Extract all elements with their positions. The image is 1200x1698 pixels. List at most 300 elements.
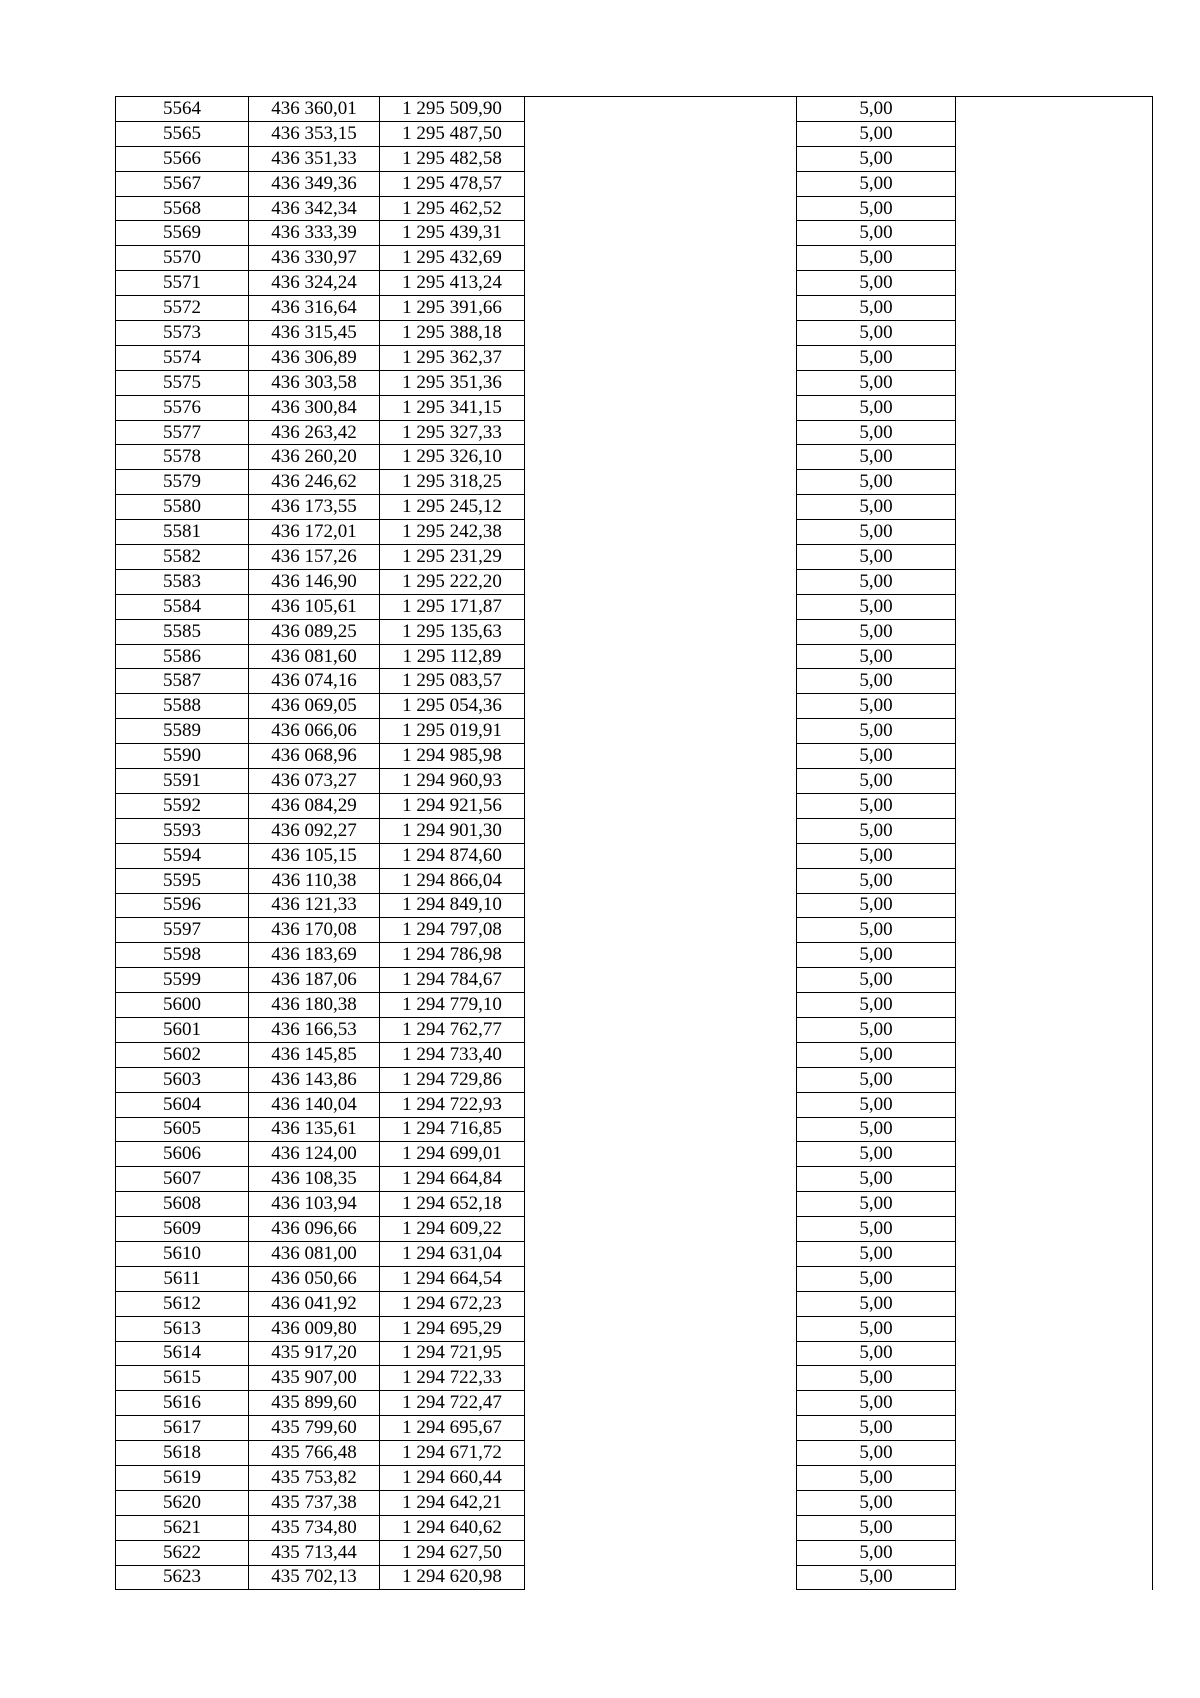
empty-cell bbox=[525, 296, 797, 321]
point-number-cell: 5594 bbox=[116, 843, 249, 868]
table-row bbox=[116, 569, 1153, 594]
value-cell: 5,00 bbox=[797, 1316, 956, 1341]
y-coordinate-cell: 1 295 135,63 bbox=[380, 619, 525, 644]
point-number-cell: 5580 bbox=[116, 495, 249, 520]
point-number-cell: 5601 bbox=[116, 1017, 249, 1042]
note-cell bbox=[956, 719, 1153, 744]
value-cell: 5,00 bbox=[797, 1192, 956, 1217]
note-cell bbox=[956, 1192, 1153, 1217]
x-coordinate-cell: 436 351,33 bbox=[249, 146, 380, 171]
table-row bbox=[116, 1540, 1153, 1565]
point-number-cell: 5609 bbox=[116, 1217, 249, 1242]
point-number-cell: 5611 bbox=[116, 1266, 249, 1291]
value-cell: 5,00 bbox=[797, 744, 956, 769]
y-coordinate-cell: 1 295 432,69 bbox=[380, 246, 525, 271]
empty-cell bbox=[525, 1167, 797, 1192]
table-row bbox=[116, 345, 1153, 370]
y-coordinate-cell: 1 295 413,24 bbox=[380, 271, 525, 296]
note-cell bbox=[956, 420, 1153, 445]
x-coordinate-cell: 436 330,97 bbox=[249, 246, 380, 271]
note-cell bbox=[956, 694, 1153, 719]
y-coordinate-cell: 1 295 388,18 bbox=[380, 321, 525, 346]
table-row bbox=[116, 943, 1153, 968]
value-cell: 5,00 bbox=[797, 196, 956, 221]
note-cell bbox=[956, 1515, 1153, 1540]
y-coordinate-cell: 1 295 341,15 bbox=[380, 395, 525, 420]
point-number-cell: 5572 bbox=[116, 296, 249, 321]
x-coordinate-cell: 436 324,24 bbox=[249, 271, 380, 296]
empty-cell bbox=[525, 420, 797, 445]
point-number-cell: 5575 bbox=[116, 370, 249, 395]
table-row bbox=[116, 1316, 1153, 1341]
empty-cell bbox=[525, 843, 797, 868]
table-row bbox=[116, 1017, 1153, 1042]
x-coordinate-cell: 435 907,00 bbox=[249, 1366, 380, 1391]
point-number-cell: 5579 bbox=[116, 470, 249, 495]
table-row bbox=[116, 1465, 1153, 1490]
x-coordinate-cell: 436 353,15 bbox=[249, 121, 380, 146]
y-coordinate-cell: 1 295 362,37 bbox=[380, 345, 525, 370]
x-coordinate-cell: 436 172,01 bbox=[249, 520, 380, 545]
y-coordinate-cell: 1 295 326,10 bbox=[380, 445, 525, 470]
value-cell: 5,00 bbox=[797, 619, 956, 644]
value-cell: 5,00 bbox=[797, 719, 956, 744]
point-number-cell: 5603 bbox=[116, 1067, 249, 1092]
point-number-cell: 5610 bbox=[116, 1241, 249, 1266]
empty-cell bbox=[525, 619, 797, 644]
value-cell: 5,00 bbox=[797, 445, 956, 470]
x-coordinate-cell: 436 246,62 bbox=[249, 470, 380, 495]
point-number-cell: 5565 bbox=[116, 121, 249, 146]
point-number-cell: 5566 bbox=[116, 146, 249, 171]
point-number-cell: 5589 bbox=[116, 719, 249, 744]
empty-cell bbox=[525, 1142, 797, 1167]
x-coordinate-cell: 436 306,89 bbox=[249, 345, 380, 370]
value-cell: 5,00 bbox=[797, 1017, 956, 1042]
value-cell: 5,00 bbox=[797, 345, 956, 370]
empty-cell bbox=[525, 146, 797, 171]
y-coordinate-cell: 1 294 797,08 bbox=[380, 918, 525, 943]
empty-cell bbox=[525, 1515, 797, 1540]
empty-cell bbox=[525, 669, 797, 694]
table-row bbox=[116, 918, 1153, 943]
empty-cell bbox=[525, 1341, 797, 1366]
point-number-cell: 5586 bbox=[116, 644, 249, 669]
value-cell: 5,00 bbox=[797, 1217, 956, 1242]
value-cell: 5,00 bbox=[797, 644, 956, 669]
empty-cell bbox=[525, 121, 797, 146]
empty-cell bbox=[525, 1441, 797, 1466]
empty-cell bbox=[525, 644, 797, 669]
note-cell bbox=[956, 868, 1153, 893]
table-row bbox=[116, 146, 1153, 171]
table-row bbox=[116, 893, 1153, 918]
empty-cell bbox=[525, 1017, 797, 1042]
point-number-cell: 5623 bbox=[116, 1565, 249, 1590]
empty-cell bbox=[525, 470, 797, 495]
table-row bbox=[116, 1366, 1153, 1391]
empty-cell bbox=[525, 793, 797, 818]
note-cell bbox=[956, 1217, 1153, 1242]
table-body bbox=[116, 97, 1153, 1590]
value-cell: 5,00 bbox=[797, 1291, 956, 1316]
value-cell: 5,00 bbox=[797, 1142, 956, 1167]
note-cell bbox=[956, 569, 1153, 594]
x-coordinate-cell: 436 041,92 bbox=[249, 1291, 380, 1316]
y-coordinate-cell: 1 294 722,47 bbox=[380, 1391, 525, 1416]
value-cell: 5,00 bbox=[797, 818, 956, 843]
value-cell: 5,00 bbox=[797, 1540, 956, 1565]
table-row bbox=[116, 395, 1153, 420]
x-coordinate-cell: 436 050,66 bbox=[249, 1266, 380, 1291]
table-row bbox=[116, 594, 1153, 619]
note-cell bbox=[956, 1042, 1153, 1067]
x-coordinate-cell: 436 180,38 bbox=[249, 993, 380, 1018]
note-cell bbox=[956, 893, 1153, 918]
point-number-cell: 5587 bbox=[116, 669, 249, 694]
point-number-cell: 5621 bbox=[116, 1515, 249, 1540]
value-cell: 5,00 bbox=[797, 1341, 956, 1366]
point-number-cell: 5574 bbox=[116, 345, 249, 370]
empty-cell bbox=[525, 246, 797, 271]
value-cell: 5,00 bbox=[797, 470, 956, 495]
x-coordinate-cell: 436 084,29 bbox=[249, 793, 380, 818]
point-number-cell: 5593 bbox=[116, 818, 249, 843]
y-coordinate-cell: 1 294 786,98 bbox=[380, 943, 525, 968]
y-coordinate-cell: 1 294 921,56 bbox=[380, 793, 525, 818]
x-coordinate-cell: 436 187,06 bbox=[249, 968, 380, 993]
x-coordinate-cell: 436 081,60 bbox=[249, 644, 380, 669]
y-coordinate-cell: 1 294 652,18 bbox=[380, 1192, 525, 1217]
point-number-cell: 5617 bbox=[116, 1416, 249, 1441]
y-coordinate-cell: 1 294 960,93 bbox=[380, 769, 525, 794]
table-row bbox=[116, 1217, 1153, 1242]
table-row bbox=[116, 744, 1153, 769]
x-coordinate-cell: 436 146,90 bbox=[249, 569, 380, 594]
note-cell bbox=[956, 1167, 1153, 1192]
y-coordinate-cell: 1 294 609,22 bbox=[380, 1217, 525, 1242]
note-cell bbox=[956, 321, 1153, 346]
value-cell: 5,00 bbox=[797, 246, 956, 271]
value-cell: 5,00 bbox=[797, 1266, 956, 1291]
note-cell bbox=[956, 769, 1153, 794]
point-number-cell: 5619 bbox=[116, 1465, 249, 1490]
note-cell bbox=[956, 943, 1153, 968]
note-cell bbox=[956, 1266, 1153, 1291]
y-coordinate-cell: 1 295 318,25 bbox=[380, 470, 525, 495]
y-coordinate-cell: 1 294 874,60 bbox=[380, 843, 525, 868]
empty-cell bbox=[525, 221, 797, 246]
x-coordinate-cell: 435 766,48 bbox=[249, 1441, 380, 1466]
value-cell: 5,00 bbox=[797, 271, 956, 296]
table-row bbox=[116, 246, 1153, 271]
point-number-cell: 5564 bbox=[116, 97, 249, 122]
y-coordinate-cell: 1 295 019,91 bbox=[380, 719, 525, 744]
empty-cell bbox=[525, 395, 797, 420]
point-number-cell: 5606 bbox=[116, 1142, 249, 1167]
table-row bbox=[116, 196, 1153, 221]
x-coordinate-cell: 436 081,00 bbox=[249, 1241, 380, 1266]
empty-cell bbox=[525, 370, 797, 395]
table-row bbox=[116, 793, 1153, 818]
empty-cell bbox=[525, 1291, 797, 1316]
x-coordinate-cell: 436 263,42 bbox=[249, 420, 380, 445]
x-coordinate-cell: 436 074,16 bbox=[249, 669, 380, 694]
note-cell bbox=[956, 1391, 1153, 1416]
x-coordinate-cell: 436 173,55 bbox=[249, 495, 380, 520]
empty-cell bbox=[525, 1241, 797, 1266]
note-cell bbox=[956, 1117, 1153, 1142]
note-cell bbox=[956, 470, 1153, 495]
y-coordinate-cell: 1 295 391,66 bbox=[380, 296, 525, 321]
y-coordinate-cell: 1 294 733,40 bbox=[380, 1042, 525, 1067]
x-coordinate-cell: 435 737,38 bbox=[249, 1490, 380, 1515]
y-coordinate-cell: 1 294 729,86 bbox=[380, 1067, 525, 1092]
note-cell bbox=[956, 196, 1153, 221]
empty-cell bbox=[525, 1391, 797, 1416]
empty-cell bbox=[525, 1042, 797, 1067]
y-coordinate-cell: 1 295 083,57 bbox=[380, 669, 525, 694]
point-number-cell: 5608 bbox=[116, 1192, 249, 1217]
value-cell: 5,00 bbox=[797, 296, 956, 321]
note-cell bbox=[956, 171, 1153, 196]
note-cell bbox=[956, 1316, 1153, 1341]
y-coordinate-cell: 1 294 664,54 bbox=[380, 1266, 525, 1291]
y-coordinate-cell: 1 295 351,36 bbox=[380, 370, 525, 395]
table-row bbox=[116, 1192, 1153, 1217]
empty-cell bbox=[525, 594, 797, 619]
table-row bbox=[116, 171, 1153, 196]
x-coordinate-cell: 436 066,06 bbox=[249, 719, 380, 744]
empty-cell bbox=[525, 1117, 797, 1142]
point-number-cell: 5612 bbox=[116, 1291, 249, 1316]
point-number-cell: 5614 bbox=[116, 1341, 249, 1366]
note-cell bbox=[956, 395, 1153, 420]
value-cell: 5,00 bbox=[797, 1490, 956, 1515]
empty-cell bbox=[525, 769, 797, 794]
note-cell bbox=[956, 1017, 1153, 1042]
point-number-cell: 5613 bbox=[116, 1316, 249, 1341]
y-coordinate-cell: 1 294 716,85 bbox=[380, 1117, 525, 1142]
point-number-cell: 5585 bbox=[116, 619, 249, 644]
table-row bbox=[116, 1142, 1153, 1167]
x-coordinate-cell: 436 089,25 bbox=[249, 619, 380, 644]
point-number-cell: 5595 bbox=[116, 868, 249, 893]
table-row bbox=[116, 97, 1153, 122]
value-cell: 5,00 bbox=[797, 1416, 956, 1441]
table-row bbox=[116, 1515, 1153, 1540]
x-coordinate-cell: 436 103,94 bbox=[249, 1192, 380, 1217]
value-cell: 5,00 bbox=[797, 97, 956, 122]
y-coordinate-cell: 1 294 695,67 bbox=[380, 1416, 525, 1441]
y-coordinate-cell: 1 294 695,29 bbox=[380, 1316, 525, 1341]
x-coordinate-cell: 436 157,26 bbox=[249, 545, 380, 570]
note-cell bbox=[956, 968, 1153, 993]
value-cell: 5,00 bbox=[797, 1465, 956, 1490]
value-cell: 5,00 bbox=[797, 1042, 956, 1067]
empty-cell bbox=[525, 868, 797, 893]
point-number-cell: 5605 bbox=[116, 1117, 249, 1142]
empty-cell bbox=[525, 968, 797, 993]
x-coordinate-cell: 436 342,34 bbox=[249, 196, 380, 221]
x-coordinate-cell: 436 303,58 bbox=[249, 370, 380, 395]
x-coordinate-cell: 436 092,27 bbox=[249, 818, 380, 843]
point-number-cell: 5591 bbox=[116, 769, 249, 794]
value-cell: 5,00 bbox=[797, 594, 956, 619]
empty-cell bbox=[525, 1092, 797, 1117]
empty-cell bbox=[525, 196, 797, 221]
empty-cell bbox=[525, 97, 797, 122]
x-coordinate-cell: 436 105,61 bbox=[249, 594, 380, 619]
table-row bbox=[116, 1341, 1153, 1366]
table-row bbox=[116, 370, 1153, 395]
point-number-cell: 5620 bbox=[116, 1490, 249, 1515]
table-row bbox=[116, 1241, 1153, 1266]
note-cell bbox=[956, 370, 1153, 395]
value-cell: 5,00 bbox=[797, 221, 956, 246]
y-coordinate-cell: 1 295 478,57 bbox=[380, 171, 525, 196]
value-cell: 5,00 bbox=[797, 769, 956, 794]
note-cell bbox=[956, 1341, 1153, 1366]
point-number-cell: 5569 bbox=[116, 221, 249, 246]
point-number-cell: 5571 bbox=[116, 271, 249, 296]
y-coordinate-cell: 1 294 762,77 bbox=[380, 1017, 525, 1042]
value-cell: 5,00 bbox=[797, 968, 956, 993]
note-cell bbox=[956, 1241, 1153, 1266]
empty-cell bbox=[525, 271, 797, 296]
y-coordinate-cell: 1 294 985,98 bbox=[380, 744, 525, 769]
empty-cell bbox=[525, 345, 797, 370]
y-coordinate-cell: 1 294 866,04 bbox=[380, 868, 525, 893]
value-cell: 5,00 bbox=[797, 569, 956, 594]
y-coordinate-cell: 1 294 664,84 bbox=[380, 1167, 525, 1192]
point-number-cell: 5582 bbox=[116, 545, 249, 570]
note-cell bbox=[956, 121, 1153, 146]
note-cell bbox=[956, 520, 1153, 545]
y-coordinate-cell: 1 294 722,93 bbox=[380, 1092, 525, 1117]
point-number-cell: 5615 bbox=[116, 1366, 249, 1391]
empty-cell bbox=[525, 818, 797, 843]
y-coordinate-cell: 1 294 672,23 bbox=[380, 1291, 525, 1316]
y-coordinate-cell: 1 294 901,30 bbox=[380, 818, 525, 843]
note-cell bbox=[956, 296, 1153, 321]
value-cell: 5,00 bbox=[797, 669, 956, 694]
note-cell bbox=[956, 594, 1153, 619]
point-number-cell: 5570 bbox=[116, 246, 249, 271]
x-coordinate-cell: 436 143,86 bbox=[249, 1067, 380, 1092]
point-number-cell: 5590 bbox=[116, 744, 249, 769]
point-number-cell: 5584 bbox=[116, 594, 249, 619]
y-coordinate-cell: 1 294 640,62 bbox=[380, 1515, 525, 1540]
x-coordinate-cell: 436 105,15 bbox=[249, 843, 380, 868]
note-cell bbox=[956, 1490, 1153, 1515]
table-row bbox=[116, 271, 1153, 296]
table-row bbox=[116, 1565, 1153, 1590]
table-row bbox=[116, 1167, 1153, 1192]
coordinate-table bbox=[115, 96, 1153, 1590]
note-cell bbox=[956, 669, 1153, 694]
y-coordinate-cell: 1 295 462,52 bbox=[380, 196, 525, 221]
value-cell: 5,00 bbox=[797, 1067, 956, 1092]
empty-cell bbox=[525, 445, 797, 470]
value-cell: 5,00 bbox=[797, 495, 956, 520]
point-number-cell: 5607 bbox=[116, 1167, 249, 1192]
note-cell bbox=[956, 97, 1153, 122]
table-row bbox=[116, 470, 1153, 495]
value-cell: 5,00 bbox=[797, 1391, 956, 1416]
note-cell bbox=[956, 495, 1153, 520]
point-number-cell: 5592 bbox=[116, 793, 249, 818]
x-coordinate-cell: 436 260,20 bbox=[249, 445, 380, 470]
empty-cell bbox=[525, 1192, 797, 1217]
point-number-cell: 5596 bbox=[116, 893, 249, 918]
note-cell bbox=[956, 1142, 1153, 1167]
y-coordinate-cell: 1 294 784,67 bbox=[380, 968, 525, 993]
table-row bbox=[116, 1092, 1153, 1117]
point-number-cell: 5567 bbox=[116, 171, 249, 196]
table-row bbox=[116, 321, 1153, 346]
table-row bbox=[116, 669, 1153, 694]
value-cell: 5,00 bbox=[797, 893, 956, 918]
x-coordinate-cell: 436 121,33 bbox=[249, 893, 380, 918]
note-cell bbox=[956, 1565, 1153, 1590]
y-coordinate-cell: 1 294 642,21 bbox=[380, 1490, 525, 1515]
y-coordinate-cell: 1 295 231,29 bbox=[380, 545, 525, 570]
point-number-cell: 5576 bbox=[116, 395, 249, 420]
x-coordinate-cell: 436 096,66 bbox=[249, 1217, 380, 1242]
table-row bbox=[116, 1441, 1153, 1466]
point-number-cell: 5588 bbox=[116, 694, 249, 719]
table-row bbox=[116, 1266, 1153, 1291]
note-cell bbox=[956, 146, 1153, 171]
empty-cell bbox=[525, 1217, 797, 1242]
note-cell bbox=[956, 619, 1153, 644]
empty-cell bbox=[525, 1540, 797, 1565]
value-cell: 5,00 bbox=[797, 993, 956, 1018]
note-cell bbox=[956, 1416, 1153, 1441]
y-coordinate-cell: 1 294 721,95 bbox=[380, 1341, 525, 1366]
x-coordinate-cell: 436 349,36 bbox=[249, 171, 380, 196]
x-coordinate-cell: 436 145,85 bbox=[249, 1042, 380, 1067]
y-coordinate-cell: 1 294 671,72 bbox=[380, 1441, 525, 1466]
point-number-cell: 5568 bbox=[116, 196, 249, 221]
table-row bbox=[116, 694, 1153, 719]
note-cell bbox=[956, 445, 1153, 470]
point-number-cell: 5577 bbox=[116, 420, 249, 445]
value-cell: 5,00 bbox=[797, 1241, 956, 1266]
note-cell bbox=[956, 1366, 1153, 1391]
table-row bbox=[116, 520, 1153, 545]
table-row bbox=[116, 868, 1153, 893]
note-cell bbox=[956, 345, 1153, 370]
y-coordinate-cell: 1 295 242,38 bbox=[380, 520, 525, 545]
note-cell bbox=[956, 1540, 1153, 1565]
x-coordinate-cell: 436 333,39 bbox=[249, 221, 380, 246]
value-cell: 5,00 bbox=[797, 868, 956, 893]
table-row bbox=[116, 445, 1153, 470]
note-cell bbox=[956, 1441, 1153, 1466]
x-coordinate-cell: 435 917,20 bbox=[249, 1341, 380, 1366]
y-coordinate-cell: 1 295 487,50 bbox=[380, 121, 525, 146]
table-row bbox=[116, 968, 1153, 993]
x-coordinate-cell: 436 124,00 bbox=[249, 1142, 380, 1167]
table-row bbox=[116, 818, 1153, 843]
value-cell: 5,00 bbox=[797, 918, 956, 943]
x-coordinate-cell: 436 009,80 bbox=[249, 1316, 380, 1341]
empty-cell bbox=[525, 993, 797, 1018]
note-cell bbox=[956, 644, 1153, 669]
x-coordinate-cell: 436 110,38 bbox=[249, 868, 380, 893]
